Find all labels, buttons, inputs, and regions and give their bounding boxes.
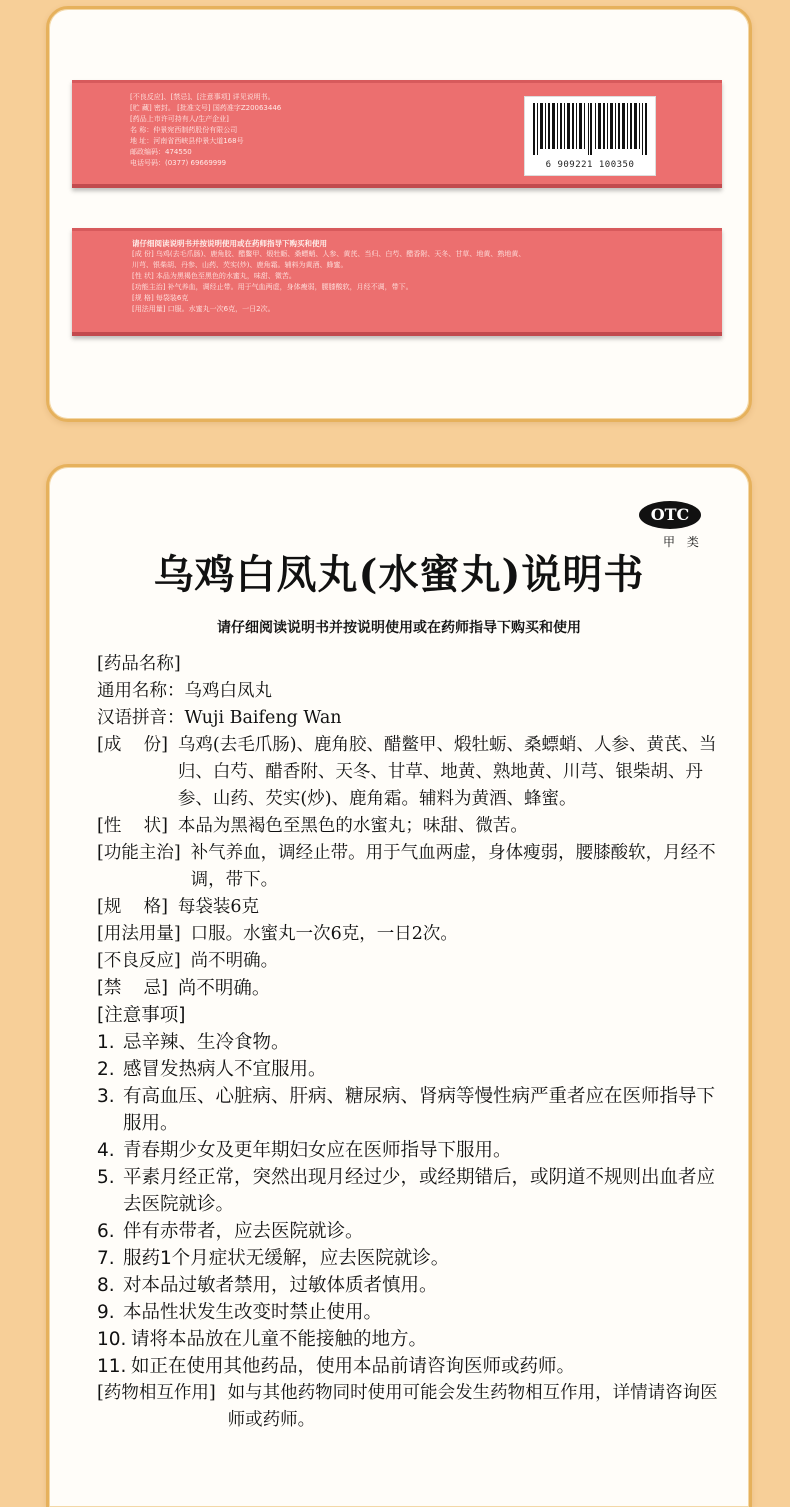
adverse-row [97,948,727,975]
box1-line: 邮政编码：474550 [130,148,192,156]
precaution-number: 4. [97,1140,115,1161]
precaution-number: 7. [97,1248,115,1269]
generic-name-row [97,678,727,705]
precaution-item [97,1056,727,1083]
box1-line: 电话号码：(0377) 69669999 [130,159,227,167]
function-label: [功能主治] [97,843,181,863]
precaution-item [97,1326,727,1353]
box2-line: [成 份] 乌鸡(去毛爪肠)、鹿角胶、醋鳖甲、煅牡蛎、桑螵蛸、人参、黄芪、当归、白芍、醋香附、天冬、甘草、地黄、熟地黄、 [132,250,526,258]
box1-line: 地 址：河南省西峡县仲景大道168号 [130,137,244,145]
character-row [97,813,727,840]
package-box-side-1 [72,80,722,188]
precaution-number: 5. [97,1167,115,1188]
ingredients-row [97,732,727,813]
contraindication-value: 尚不明确。 [177,978,271,999]
document-subtitle: 请仔细阅读说明书并按说明使用或在药师指导下购买和使用 [217,620,581,636]
precaution-item [97,1245,727,1272]
generic-name-label: 通用名称： [97,681,185,701]
precaution-number: 11. [97,1356,127,1377]
box1-line: [药品上市许可持有人/生产企业] [130,115,229,123]
box-edge [72,184,722,188]
spec-label: [规 格] [97,897,168,917]
box2-line: [功能主治] 补气养血，调经止带。用于气血两虚，身体瘦弱，腰膝酸软，月经不调，带下。 [132,283,413,291]
precaution-text: 伴有赤带者，应去医院就诊。 [123,1221,364,1242]
spec-row [97,894,727,921]
box1-line: [贮 藏] 密封。 [批准文号] 国药准字Z20063446 [130,104,282,112]
barcode-bars-icon [533,103,647,155]
precaution-text: 如正在使用其他药品，使用本品前请咨询医师或药师。 [131,1356,576,1377]
packaging-photo-panel [46,6,752,422]
precaution-item [97,1272,727,1299]
interaction-value: 如与其他药物同时使用可能会发生药物相互作用，详情请咨询医师或药师。 [227,1383,718,1430]
contraindication-label: [禁 忌] [97,978,168,998]
box1-text [130,92,281,169]
document-title: 乌鸡白凤丸(水蜜丸)说明书 [153,551,645,598]
ingredients-label: [成 份] [97,735,168,755]
function-value: 补气养血，调经止带。用于气血两虚，身体瘦弱，腰膝酸软，月经不调，带下。 [190,843,716,890]
precaution-text: 请将本品放在儿童不能接触的地方。 [131,1329,428,1350]
precaution-item [97,1083,727,1137]
generic-name-value: 乌鸡白凤丸 [184,681,272,701]
precaution-number: 1. [97,1032,115,1053]
leaflet-content [97,651,727,1434]
adverse-value: 尚不明确。 [190,951,279,971]
precaution-item [97,1299,727,1326]
box2-line: 请仔细阅读说明书并按说明使用或在药师指导下购买和使用 [132,239,327,248]
box1-line: 名 称：仲景宛西制药股份有限公司 [130,126,238,134]
leaflet-panel [46,464,752,1507]
contraindication-row [97,975,727,1002]
box2-line: 川芎、银柴胡、丹参、山药、芡实(炒)、鹿角霜。辅料为黄酒、蜂蜜。 [132,261,348,269]
interaction-row [97,1380,727,1434]
pinyin-value: Wuji Baifeng Wan [184,708,342,728]
precaution-text: 感冒发热病人不宜服用。 [123,1059,327,1080]
precaution-number: 2. [97,1059,115,1080]
precaution-number: 6. [97,1221,115,1242]
interaction-label: [药物相互作用] [97,1383,216,1403]
box2-line: [用法用量] 口服。水蜜丸一次6克，一日2次。 [132,305,275,313]
precaution-number: 9. [97,1302,115,1323]
barcode-number: 6 909221 100350 [545,160,635,170]
usage-value: 口服。水蜜丸一次6克，一日2次。 [190,924,458,944]
precaution-item [97,1164,727,1218]
otc-logo: OTC [639,501,701,529]
box1-line: [不良反应]、[禁忌]、[注意事项] 详见说明书。 [130,93,275,101]
precautions-header: [注意事项] [97,1005,186,1026]
character-label: [性 状] [97,816,168,836]
precaution-text: 忌辛辣、生冷食物。 [123,1032,290,1053]
precaution-text: 本品性状发生改变时禁止使用。 [123,1302,383,1323]
function-row [97,840,727,894]
usage-label: [用法用量] [97,924,181,944]
precaution-number: 10. [97,1329,127,1350]
precaution-text: 青春期少女及更年期妇女应在医师指导下服用。 [123,1140,512,1161]
precaution-number: 3. [97,1086,115,1107]
drug-name-header: [药品名称] [97,654,181,674]
precaution-text: 平素月经正常，突然出现月经过少，或经期错后，或阴道不规则出血者应去医院就诊。 [123,1167,716,1215]
precautions-header-row [97,1002,727,1029]
box2-line: [规 格] 每袋装6克 [132,294,189,302]
box-edge [72,80,722,83]
package-box-side-2 [72,228,722,336]
adverse-label: [不良反应] [97,951,181,971]
drug-name-header-row [97,651,727,678]
box2-line: [性 状] 本品为黑褐色至黑色的水蜜丸，味甜、微苦。 [132,272,296,280]
pinyin-label: 汉语拼音： [97,708,185,728]
pinyin-row [97,705,727,732]
box-edge [72,228,722,231]
precaution-item [97,1353,727,1380]
ingredients-value: 乌鸡(去毛爪肠)、鹿角胶、醋鳖甲、煅牡蛎、桑螵蛸、人参、黄芪、当归、白芍、醋香附、天冬、甘草、地黄、熟地黄、川芎、银柴胡、丹参、山药、芡实(炒)、鹿角霜。辅料为黄酒、蜂蜜。 [177,735,717,809]
precaution-item [97,1218,727,1245]
precaution-item [97,1029,727,1056]
otc-badge [639,501,705,549]
usage-row [97,921,727,948]
spec-value: 每袋装6克 [177,897,260,917]
precaution-text: 有高血压、心脏病、肝病、糖尿病、肾病等慢性病严重者应在医师指导下服用。 [123,1086,716,1134]
box-edge [72,332,722,336]
precaution-text: 服药1个月症状无缓解，应去医院就诊。 [123,1248,450,1269]
precaution-text: 对本品过敏者禁用，过敏体质者慎用。 [123,1275,438,1296]
box2-text [132,238,712,315]
otc-class: 甲 类 [663,535,703,549]
precaution-item [97,1137,727,1164]
character-value: 本品为黑褐色至黑色的水蜜丸；味甜、微苦。 [177,816,528,836]
barcode [524,96,656,176]
precaution-number: 8. [97,1275,115,1296]
